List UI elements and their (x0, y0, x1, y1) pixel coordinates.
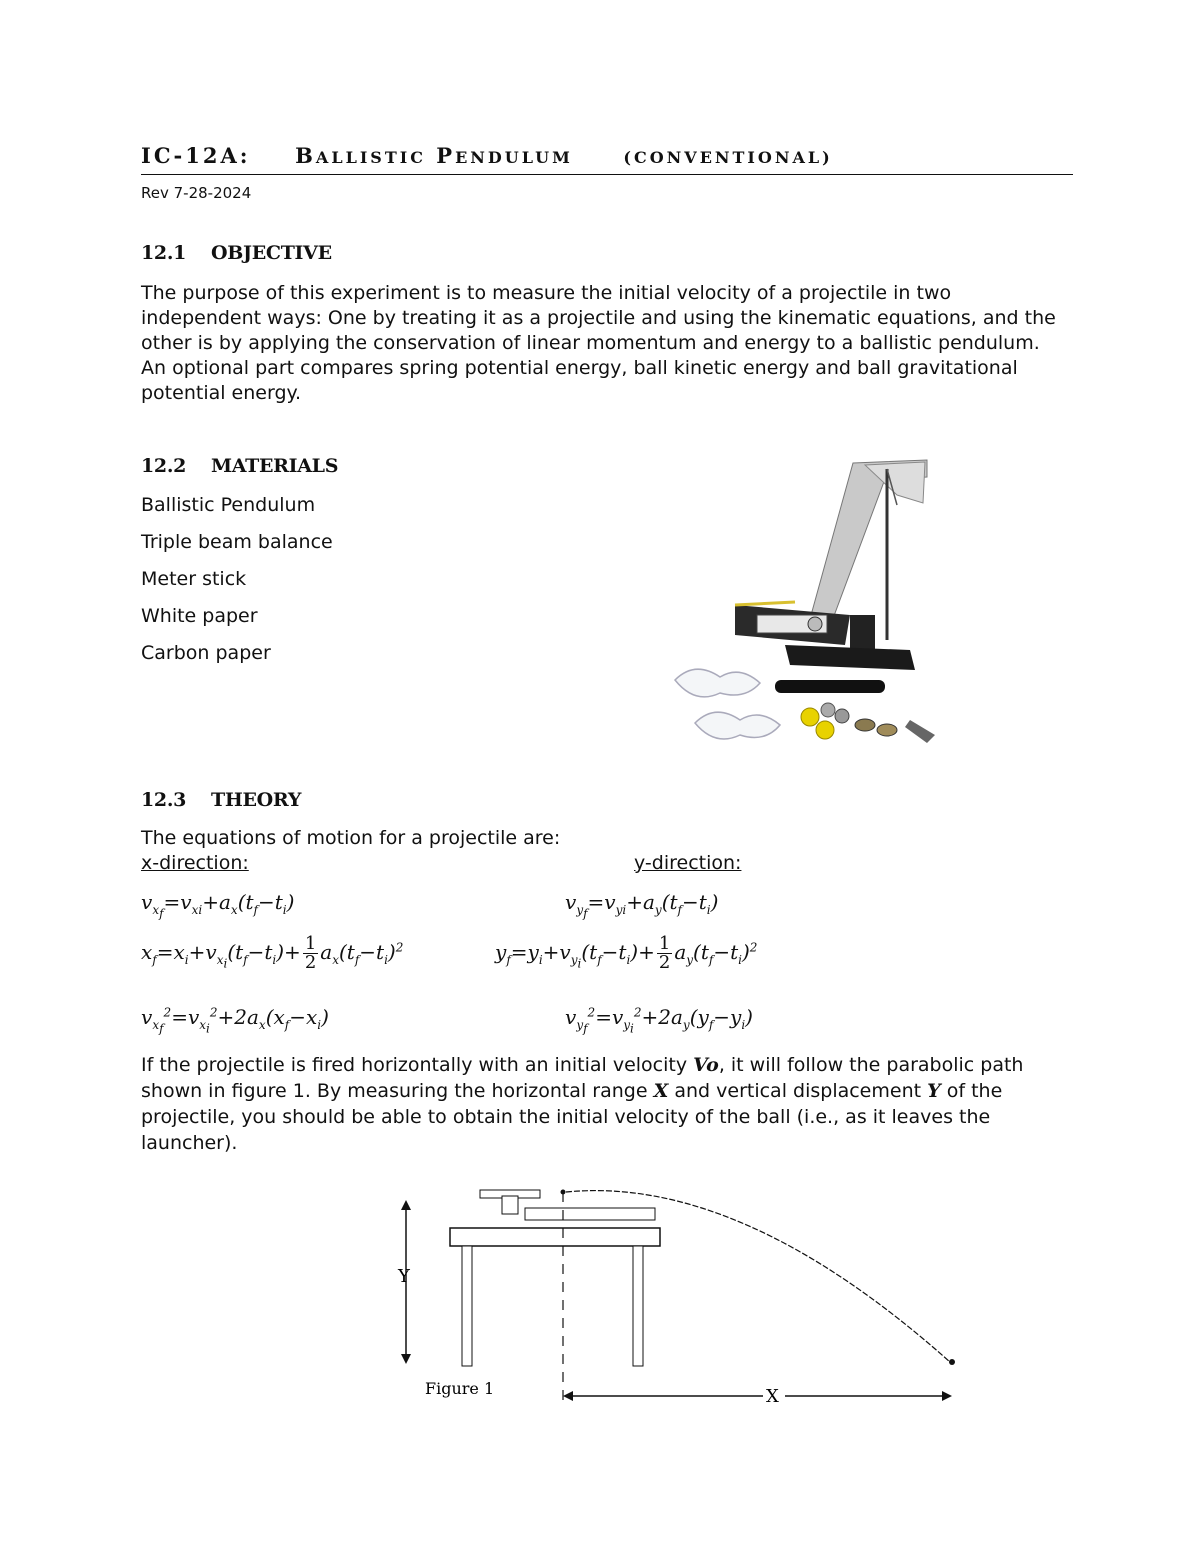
range-text-1: If the projectile is fired horizontally with an initial velocity (141, 1054, 694, 1076)
x-symbol: X (653, 1080, 669, 1102)
x-arrow-right (942, 1391, 952, 1401)
title-endulum: ENDULUM (455, 148, 573, 167)
equation-y: $y_f=y_i+v_{y_i}(t_f-t_i)+$ $\frac{1}{2}$ $a_y(t_f-t_i)^2$ (495, 933, 758, 973)
y-symbol: Y (927, 1080, 941, 1102)
title-b: B (295, 143, 316, 168)
figure-caption: Figure 1 (425, 1379, 495, 1398)
revision-date: Rev 7-28-2024 (141, 184, 252, 202)
material-item: White paper (141, 605, 258, 627)
figure-1-diagram (380, 1180, 980, 1420)
objective-heading (141, 242, 332, 264)
equation-vy: $v_{y_f}=v_{yi}+a_y(t_f-t_i)$ (565, 890, 719, 921)
y-direction-heading: y-direction: (634, 852, 742, 874)
theory-title: THEORY (211, 789, 302, 811)
launch-point (561, 1190, 566, 1195)
range-text-2: , it will follow the parabolic path shown in figure 1. By measuring the horizontal range (141, 1054, 1024, 1102)
range-text-4: of the projectile, you should be able to obtain the initial velocity of the ball (i.e., as it leaves the launcher). (141, 1080, 1003, 1154)
materials-title: MATERIALS (211, 455, 339, 477)
lab-code: IC-12A: (141, 143, 251, 168)
material-item: Meter stick (141, 568, 247, 590)
equation-x: $x_f=x_i+v_{x_i}(t_f-t_i)+$ $\frac{1}{2}$ $a_x(t_f-t_i)^2$ (141, 933, 404, 973)
equation-vx: $v_{x_f}=v_{xi}+a_x(t_f-t_i)$ (141, 890, 295, 921)
materials-heading (141, 455, 338, 477)
objective-text: The purpose of this experiment is to measure the initial velocity of a projectile in two independent ways: One by treating it as a projectile and using the kinematic equations, and the other is by applying the conservation of linear momentum and energy to a ballistic pendulum. An optional part compares spring potential energy, ball kinetic energy and ball gravitational potential energy. (141, 282, 1056, 404)
title-variant: (CONVENTIONAL) (623, 148, 833, 167)
objective-title: OBJECTIVE (211, 242, 332, 264)
range-text-3: and vertical displacement (668, 1080, 928, 1102)
materials-number: 12.2 (141, 455, 187, 477)
page-title (141, 142, 1073, 175)
x-label: X (766, 1386, 779, 1407)
theory-number: 12.3 (141, 789, 187, 811)
title-p: P (436, 143, 456, 168)
theory-intro: The equations of motion for a projectile are: (141, 827, 561, 849)
material-item: Ballistic Pendulum (141, 494, 316, 516)
title-allistic: ALLISTIC (315, 148, 426, 167)
material-item: Triple beam balance (141, 531, 333, 553)
table-leg-right (633, 1246, 643, 1366)
y-arrow-top (401, 1200, 411, 1210)
objective-number: 12.1 (141, 242, 187, 264)
table-leg-left (462, 1246, 472, 1366)
x-direction-heading: x-direction: (141, 852, 249, 874)
y-label: Y (398, 1266, 410, 1287)
table-top (450, 1228, 660, 1246)
range-paragraph (141, 1052, 1066, 1156)
ballistic-pendulum-photo (665, 455, 960, 755)
equation-vy-squared: $v_{y_f}^2=v_{y_i}^2+2a_y(y_f-y_i)$ (565, 1005, 753, 1036)
theory-heading (141, 789, 301, 811)
x-arrow-left (563, 1391, 573, 1401)
equation-vx-squared: $v_{x_f}^2=v_{x_i}^2+2a_x(x_f-x_i)$ (141, 1005, 329, 1036)
v0-symbol: Vo (693, 1054, 719, 1076)
y-arrow-bottom (401, 1354, 411, 1364)
material-item: Carbon paper (141, 642, 271, 664)
landing-point (949, 1359, 955, 1365)
